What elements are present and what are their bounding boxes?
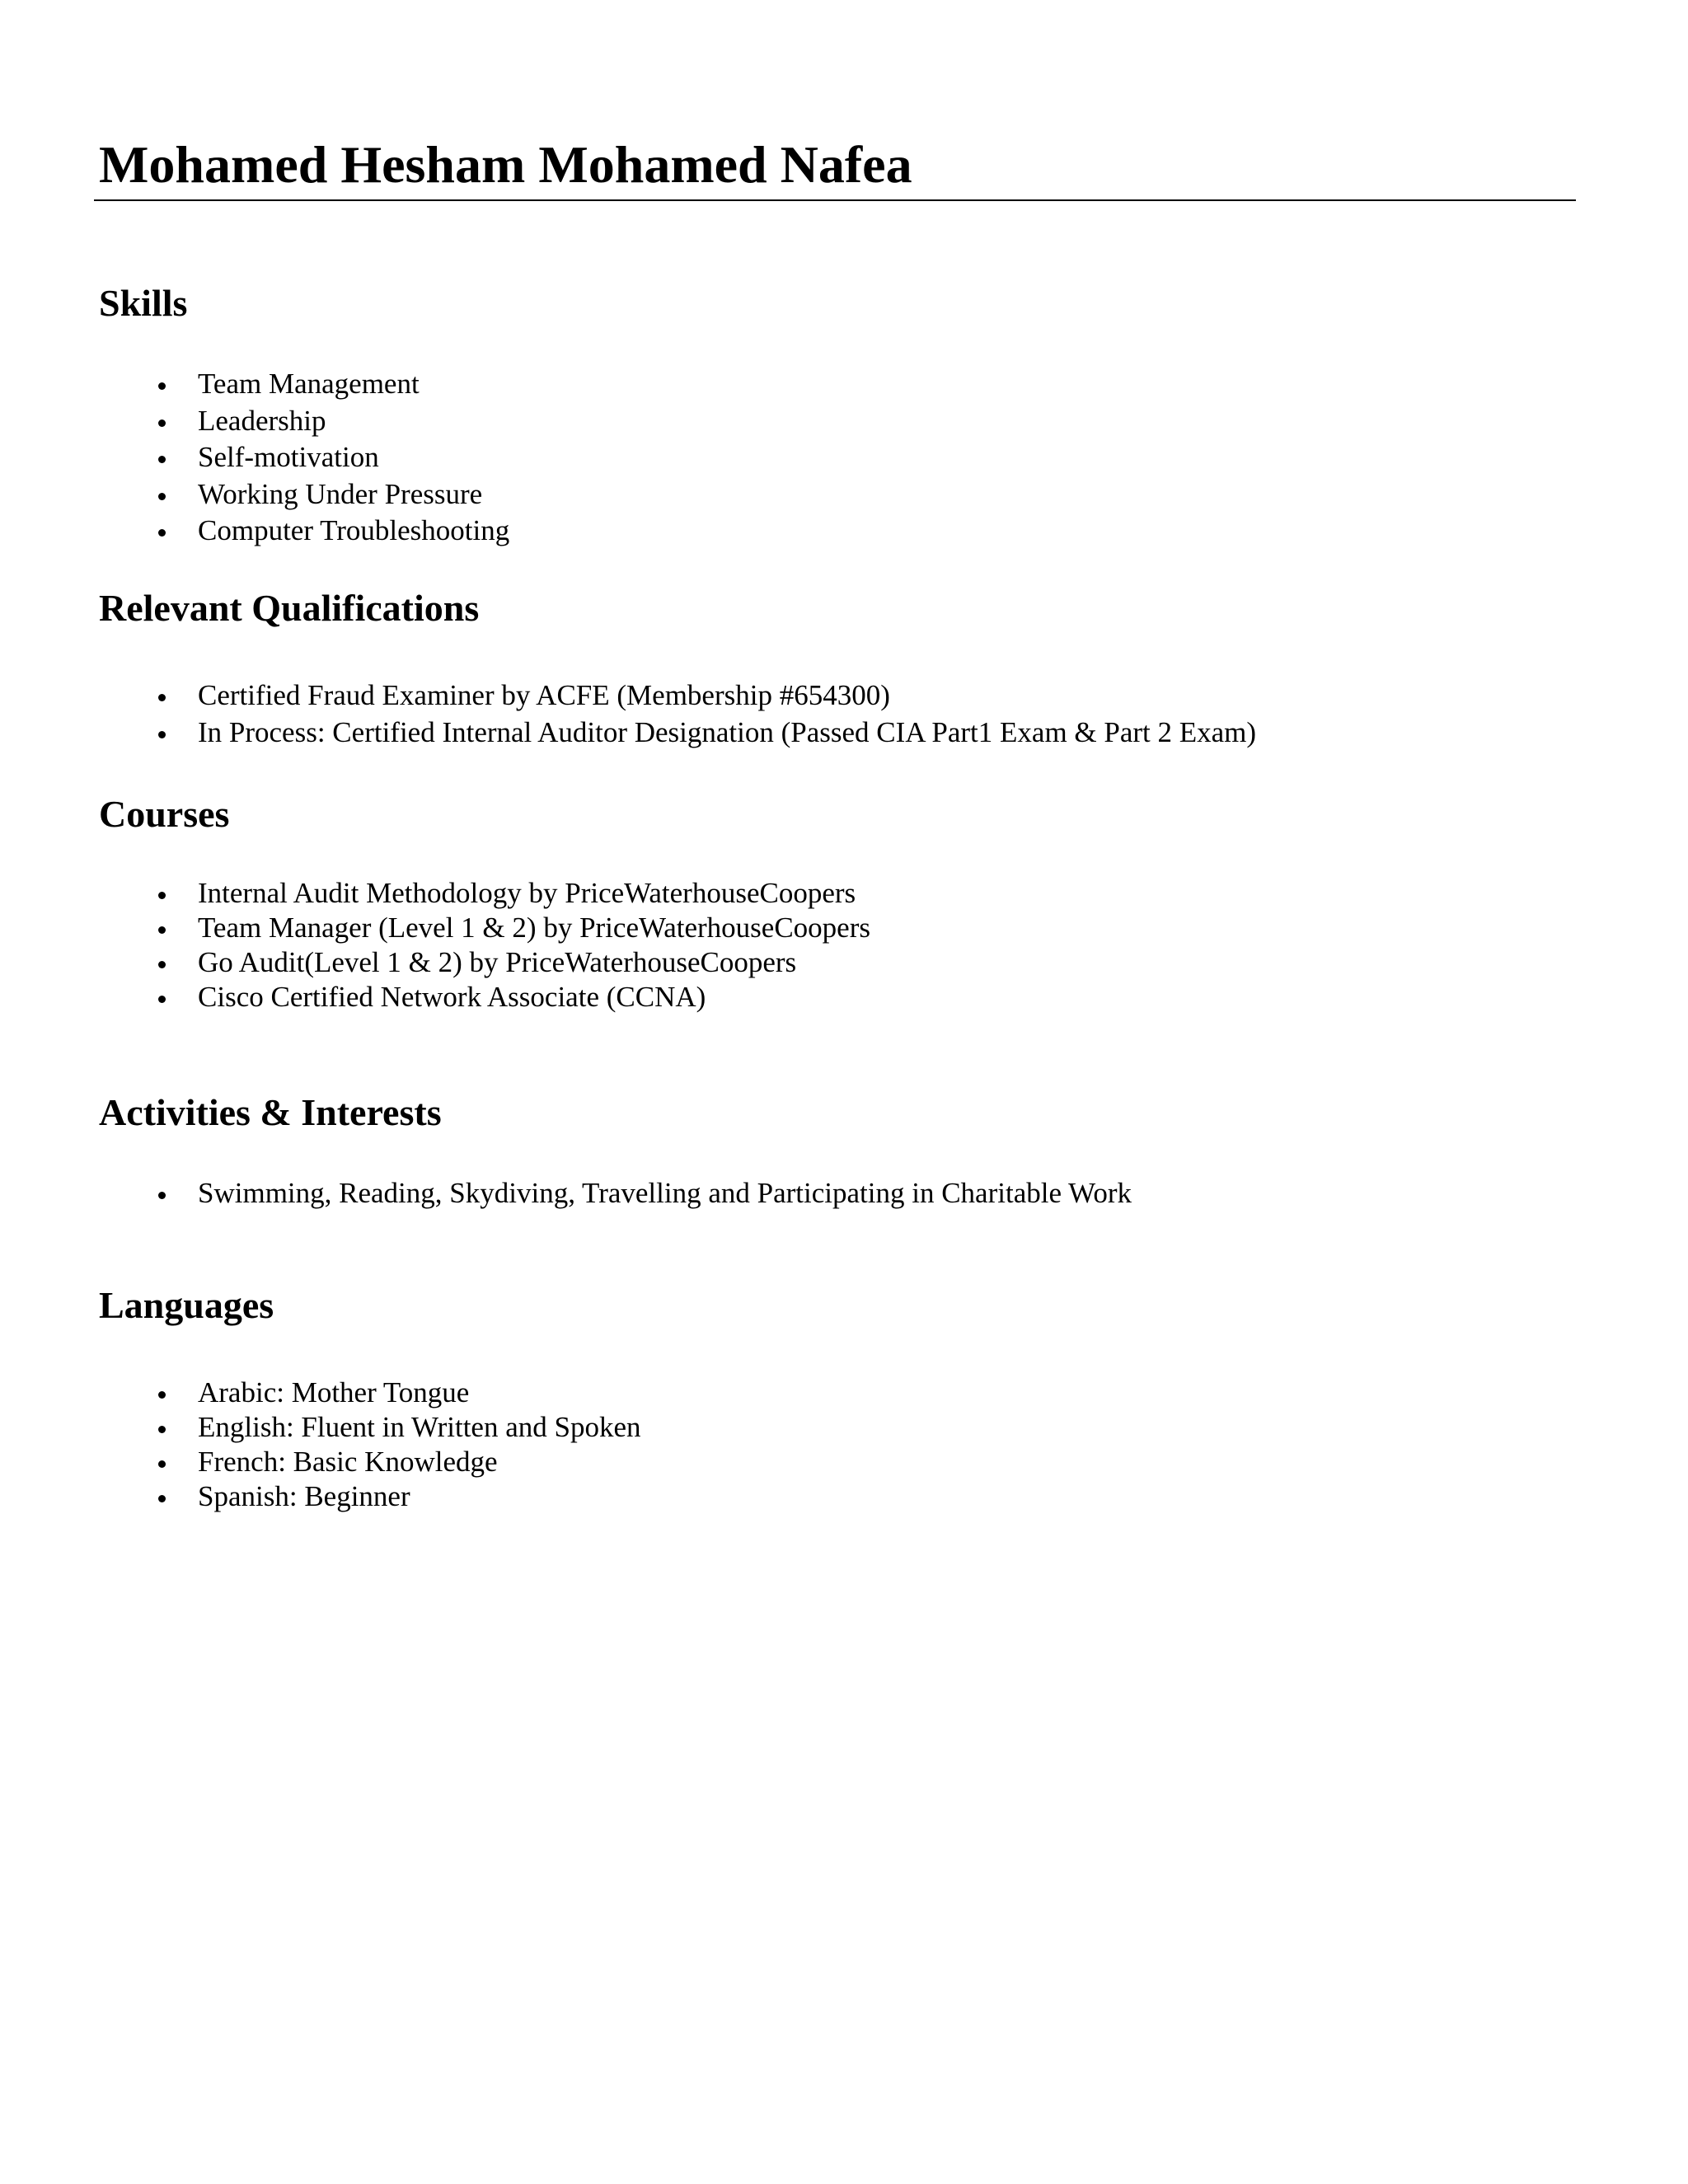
skill-item: Computer Troubleshooting	[198, 514, 510, 546]
skill-item: Leadership	[198, 404, 326, 437]
course-item: Internal Audit Methodology by PriceWaterhouseCoopers	[198, 877, 856, 909]
language-item: English: Fluent in Written and Spoken	[198, 1411, 641, 1443]
course-item: Team Manager (Level 1 & 2) by PriceWaterhouseCoopers	[198, 912, 870, 944]
qualifications-heading: Relevant Qualifications	[99, 587, 480, 629]
qualification-item: In Process: Certified Internal Auditor Designation (Passed CIA Part1 Exam & Part 2 Exam)	[198, 715, 1257, 748]
candidate-name: Mohamed Hesham Mohamed Nafea	[99, 135, 912, 194]
course-item: Cisco Certified Network Associate (CCNA)	[198, 981, 706, 1013]
activity-item: Swimming, Reading, Skydiving, Travelling and Participating in Charitable Work	[198, 1177, 1132, 1209]
skill-item: Working Under Pressure	[198, 477, 483, 510]
language-item: Arabic: Mother Tongue	[198, 1376, 470, 1408]
skills-heading: Skills	[99, 282, 188, 324]
language-item: Spanish: Beginner	[198, 1480, 410, 1512]
activities-heading: Activities & Interests	[99, 1091, 442, 1133]
skill-item: Team Management	[198, 368, 420, 400]
courses-heading: Courses	[99, 793, 230, 835]
name-divider	[94, 199, 1576, 201]
skill-item: Self-motivation	[198, 441, 379, 473]
language-item: French: Basic Knowledge	[198, 1446, 498, 1478]
qualification-item: Certified Fraud Examiner by ACFE (Membership #654300)	[198, 679, 890, 711]
languages-heading: Languages	[99, 1284, 274, 1326]
course-item: Go Audit(Level 1 & 2) by PriceWaterhouseCoopers	[198, 946, 797, 978]
